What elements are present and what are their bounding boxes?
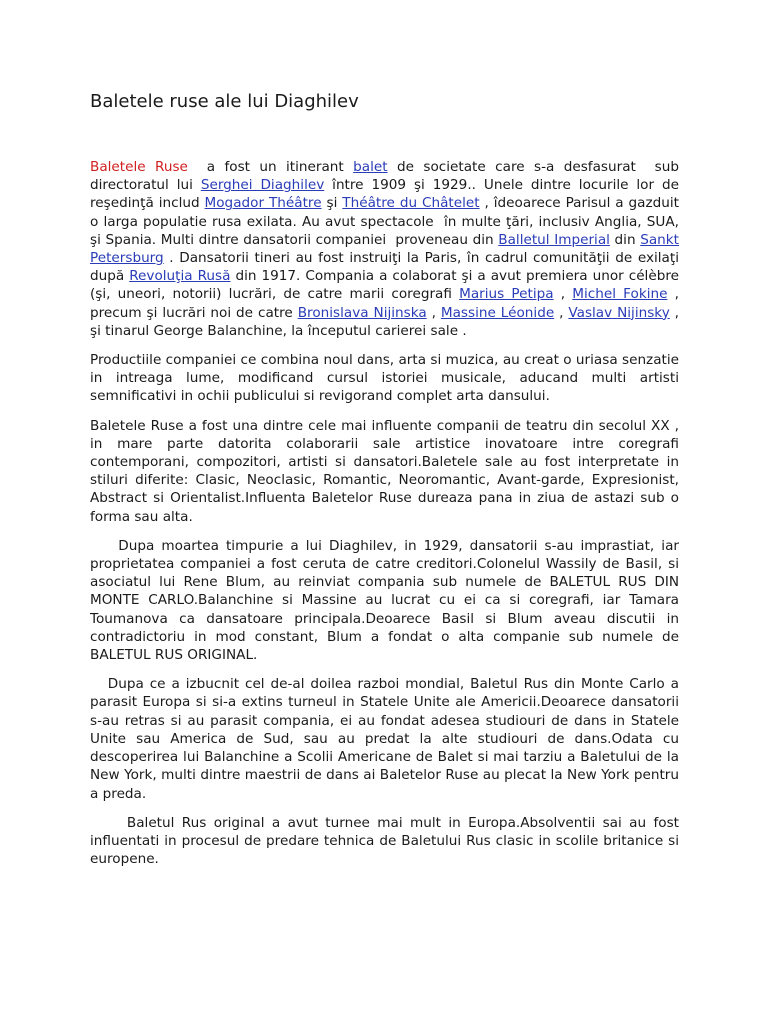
link-massine-leonide[interactable]: Massine Léonide bbox=[440, 304, 555, 321]
link-theatre-du-chatelet[interactable]: Théâtre du Châtelet bbox=[342, 195, 480, 212]
text-span: , bbox=[553, 286, 573, 303]
text-span: a fost un itinerant bbox=[187, 159, 354, 175]
text-span: de societate care s-a desfasurat sub directoratul lui bbox=[90, 159, 684, 194]
paragraph-6: Baletul Rus original a avut turnee mai mult in Europa.Absolventii sai au fost influentati in procesul de predare tehnica de Baletului Rus clasic in scolile britanice si europene. bbox=[90, 814, 684, 868]
text-span: din bbox=[609, 231, 641, 248]
link-sankt-petersburg[interactable]: Sankt Petersburg bbox=[90, 231, 679, 267]
link-revolutia-rusa[interactable]: Revoluţia Rusă bbox=[129, 268, 231, 285]
link-mogador-theatre[interactable]: Mogador Théâtre bbox=[204, 195, 322, 212]
text-span: . Dansatorii tineri au fost instruiţi la Paris, în cadrul comunităţii de exilaţi după bbox=[90, 250, 679, 285]
text-span: , precum şi lucrări noi de catre bbox=[90, 286, 679, 321]
paragraph-2: Productiile companiei ce combina noul dans, arta si muzica, au creat o uriasa senzatie in intreaga lume, modificand cursul istoriei musicale, aducand multi artisti semnificativi in ochii publicului si revigorand complet arta dansului. bbox=[90, 352, 679, 405]
link-balletul-imperial[interactable]: Balletul Imperial bbox=[498, 231, 610, 248]
link-serghei-diaghilev[interactable]: Serghei Diaghilev bbox=[200, 177, 325, 194]
document-page bbox=[90, 90, 684, 868]
text-span: , bbox=[554, 304, 569, 321]
text-span: între 1909 şi 1929.. Unele dintre locurile lor de reşedinţă includ bbox=[90, 177, 679, 212]
link-balet[interactable]: balet bbox=[353, 159, 388, 175]
paragraph-4: Dupa moartea timpurie a lui Diaghilev, in 1929, dansatorii s-au imprastiat, iar proprietatea companiei a fost ceruta de catre creditori.Colonelul Wassily de Basil, si asociatul lui Rene Blum, au reinviat compania sub numele de BALETUL RUS DIN MONTE CARLO.Balanchine si Massine au lucrat cu ei ca si coregrafi, iar Tamara Toumanova ca dansatoare principala.Deoarece Basil si Blum aveau discutii in contradictoriu in mod constant, Blum a fondat o alta companie sub numele de BALETUL RUS ORIGINAL. bbox=[90, 537, 684, 664]
lead-term: Baletele Ruse bbox=[90, 159, 188, 175]
paragraph-3: Baletele Ruse a fost una dintre cele mai influente companii de teatru din secolul XX , in mare parte datorita colaborarii sale artistice inovatoare intre coregrafi contemporani, compozitori, artisti si dansatori.Baletele sale au fost interpretate in stiluri diferite: Clasic, Neoclasic, Romantic, Neoromantic, Avant-garde, Expresionist, Abstract si Orientalist.Influenta Baletelor Ruse dureaza pana in ziua de astazi sub o forma sau alta. bbox=[90, 417, 679, 525]
link-bronislava-nijinska[interactable]: Bronislava Nijinska bbox=[297, 304, 427, 321]
link-marius-petipa[interactable]: Marius Petipa bbox=[459, 286, 554, 303]
text-span: , şi tinarul George Balanchine, la începutul carierei sale . bbox=[90, 304, 680, 339]
text-span: , îdeoarece Parisul a gazduit o larga populatie rusa exilata. Au avut spectacole în multe ţări, inclusiv Anglia, SUA, şi Spania. Multi dintre dansatorii companiei proveneau din bbox=[90, 195, 684, 248]
text-span: , bbox=[426, 304, 441, 321]
link-michel-fokine[interactable]: Michel Fokine bbox=[572, 286, 668, 303]
text-span: din 1917. Compania a colaborat şi a avut premiera unor célèbre (şi, uneori, notorii) lucrări, de catre marii coregrafi bbox=[90, 268, 679, 303]
text-span: şi bbox=[321, 195, 343, 212]
paragraph-1 bbox=[90, 158, 684, 340]
page-title: Baletele ruse ale lui Diaghilev bbox=[90, 91, 359, 112]
link-vaslav-nijinsky[interactable]: Vaslav Nijinsky bbox=[568, 304, 670, 321]
paragraph-5: Dupa ce a izbucnit cel de-al doilea razboi mondial, Baletul Rus din Monte Carlo a parasit Europa si si-a extins turneul in Statele Unite ale Americii.Deoarece dansatorii s-au retras si au parasit compania, ei au fondat adesea studiouri de dans in Statele Unite sau America de Sud, sau au predat la alte studiouri de dans.Odata cu descoperirea lui Balanchine a Scolii Americane de Balet si mai tarziu a Baletului de la New York, multi dintre maestrii de dans ai Baletelor Ruse au plecat la New York pentru a preda. bbox=[90, 676, 684, 802]
